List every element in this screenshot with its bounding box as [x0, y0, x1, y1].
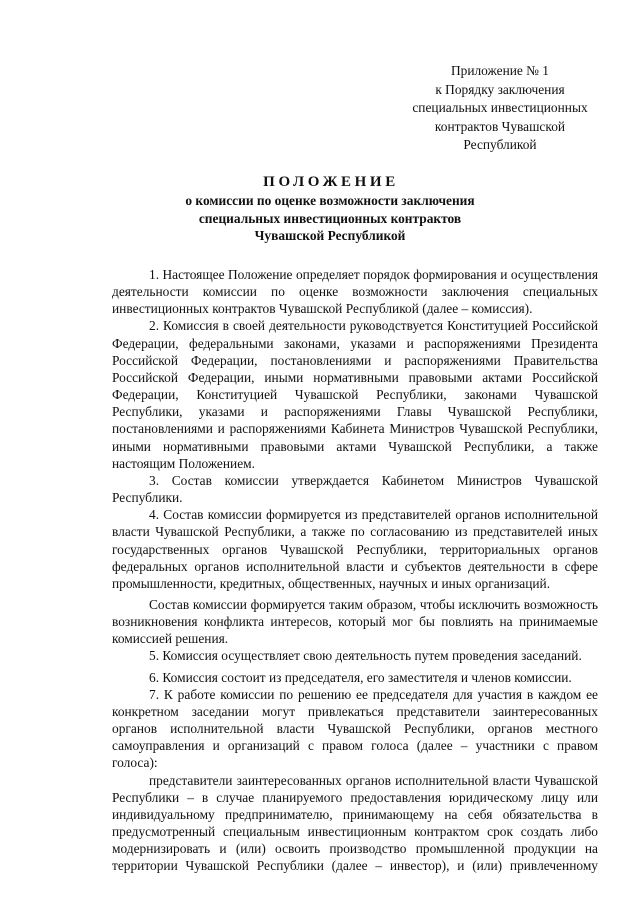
document-body — [112, 266, 598, 874]
appendix-note — [405, 62, 595, 155]
paragraph-6: 6. Комиссия состоит из председателя, его заместителя и членов комиссии. — [149, 669, 572, 685]
paragraph-7: 7. К работе комиссии по решению ее председателя для участия в каждом ее конкретном заседании могут привлекаться представители заинтересованных органов исполнительной власти Чувашской Республики, органов местного самоуправления и организаций с правом голоса (далее – участники с правом голоса): — [112, 686, 598, 771]
paragraph-5: 5. Комиссия осуществляет свою деятельность путем проведения заседаний. — [149, 648, 582, 664]
title-subtitle-line: Чувашской Республикой — [254, 228, 406, 244]
document-title — [0, 172, 640, 245]
paragraph-2: 2. Комиссия в своей деятельности руководствуется Конституцией Российской Федерации, федеральными законами, указами и распоряжениями Президента Российской Федерации, постановлениями и распоряжениями Правительства Российской Федерации, иными нормативными правовыми актами Российской Федерации, Конституцией Чувашской Республики, законами Чувашской Республики, указами и распоряжениями Главы Чувашской Республики, постановлениями и распоряжениями Кабинета Министров Чувашской Республики, иными нормативными правовыми актами Чувашской Республики, а также настоящим Положением. — [112, 318, 598, 471]
appendix-line: к Порядку заключения — [435, 81, 565, 97]
title-subtitle-line: специальных инвестиционных контрактов — [198, 210, 462, 226]
paragraph-1: 1. Настоящее Положение определяет порядок формирования и осуществления деятельности комиссии по оценке возможности заключения специальных инвестиционных контрактов Чувашской Республикой (далее – комиссия). — [112, 267, 598, 317]
appendix-line: Приложение № 1 — [450, 63, 550, 78]
appendix-line: Республикой — [463, 137, 537, 153]
paragraph-7-item: представители заинтересованных органов исполнительной власти Чувашской Республики – в случае планируемого предоставления юридическому лицу или индивидуальному предпринимателю, принимающему на себя обязательства в предусмотренный специальным инвестиционным контрактом срок создать либо модернизировать и (или) освоить производство промышленной продукции на территории Чувашской Республики (далее – инвестор), и (или) привлеченному — [112, 772, 598, 874]
appendix-line: специальных инвестиционных — [412, 100, 588, 116]
paragraph-4: 4. Состав комиссии формируется из представителей органов исполнительной власти Чувашской Республики, а также по согласованию из представителей иных государственных органов Чувашской Республики, территориальных органов федеральных органов исполнительной власти и субъектов деятельности в сфере промышленности, кредитных, общественных, научных и иных организаций. — [112, 507, 598, 591]
paragraph-3: 3. Состав комиссии утверждается Кабинетом Министров Чувашской Республики. — [112, 472, 598, 506]
title-subtitle-line: о комиссии по оценке возможности заключения — [185, 193, 475, 208]
title-main: ПОЛОЖЕНИЕ — [263, 174, 399, 190]
paragraph-4-continued: Состав комиссии формируется таким образом, чтобы исключить возможность возникновения конфликта интересов, который мог бы повлиять на принимаемые комиссией решения. — [112, 596, 598, 647]
appendix-line: контрактов Чувашской — [434, 118, 566, 134]
